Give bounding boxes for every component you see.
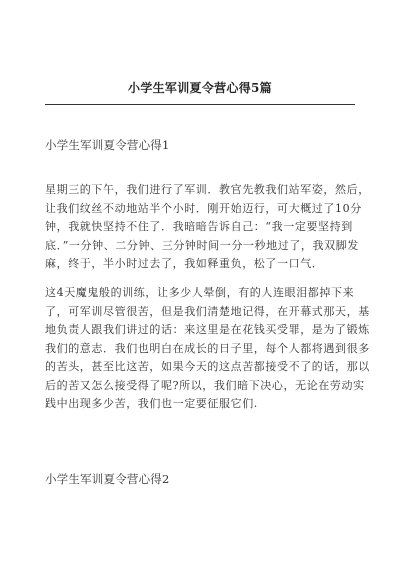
paragraph-line: 钟，我就快坚持不住了．我暗暗告诉自己：“我一定要坚持到 bbox=[45, 220, 353, 233]
paragraph-line: 底．”一分钟、二分钟、三分钟时间一分一秒地过了，我双脚发 bbox=[45, 238, 359, 252]
section-heading-1: 小学生军训夏令营心得1 bbox=[45, 138, 170, 152]
paragraph-line: 后的苦又怎么接受得了呢?所以，我们暗下决心，无论在劳动实 bbox=[45, 378, 365, 392]
paragraph-line: 的苦头，甚至比这苦，如果今天的这点苦都接受不了的话，那以 bbox=[45, 360, 370, 373]
paragraph-1 bbox=[45, 181, 370, 274]
paragraph-line: 星期三的下午，我们进行了军训．教官先教我们站军姿，然后， bbox=[45, 183, 370, 196]
paragraph-line: 地负责人跟我们讲过的话：来这里是在花钱买受罪，是为了锻炼 bbox=[45, 323, 370, 336]
paragraph-line: 了，可军训尽管很苦，但是我们清楚地记得，在开幕式那天，基 bbox=[45, 304, 370, 318]
paragraph-line: 践中出现多少苦，我们也一定要征服它们. bbox=[45, 397, 258, 410]
paragraph-line: 让我们纹丝不动地站半个小时．刚开始迈行，可大概过了10分 bbox=[45, 201, 362, 215]
paragraph-line: 麻，终于，半小时过去了，我如释重负，松了一口气． bbox=[45, 257, 324, 270]
paragraph-2 bbox=[45, 284, 370, 414]
paragraph-line: 我们的意志．我们也明白在成长的日子里，每个人都将遇到很多 bbox=[45, 341, 370, 355]
document-title: 小学生军训夏令营心得5篇 bbox=[128, 81, 272, 95]
title-divider bbox=[45, 104, 355, 105]
section-heading-2: 小学生军训夏令营心得2 bbox=[45, 472, 170, 486]
paragraph-line: 这4天魔鬼般的训练，让多少人晕倒，有的人连眼泪都掉下来 bbox=[45, 286, 355, 299]
